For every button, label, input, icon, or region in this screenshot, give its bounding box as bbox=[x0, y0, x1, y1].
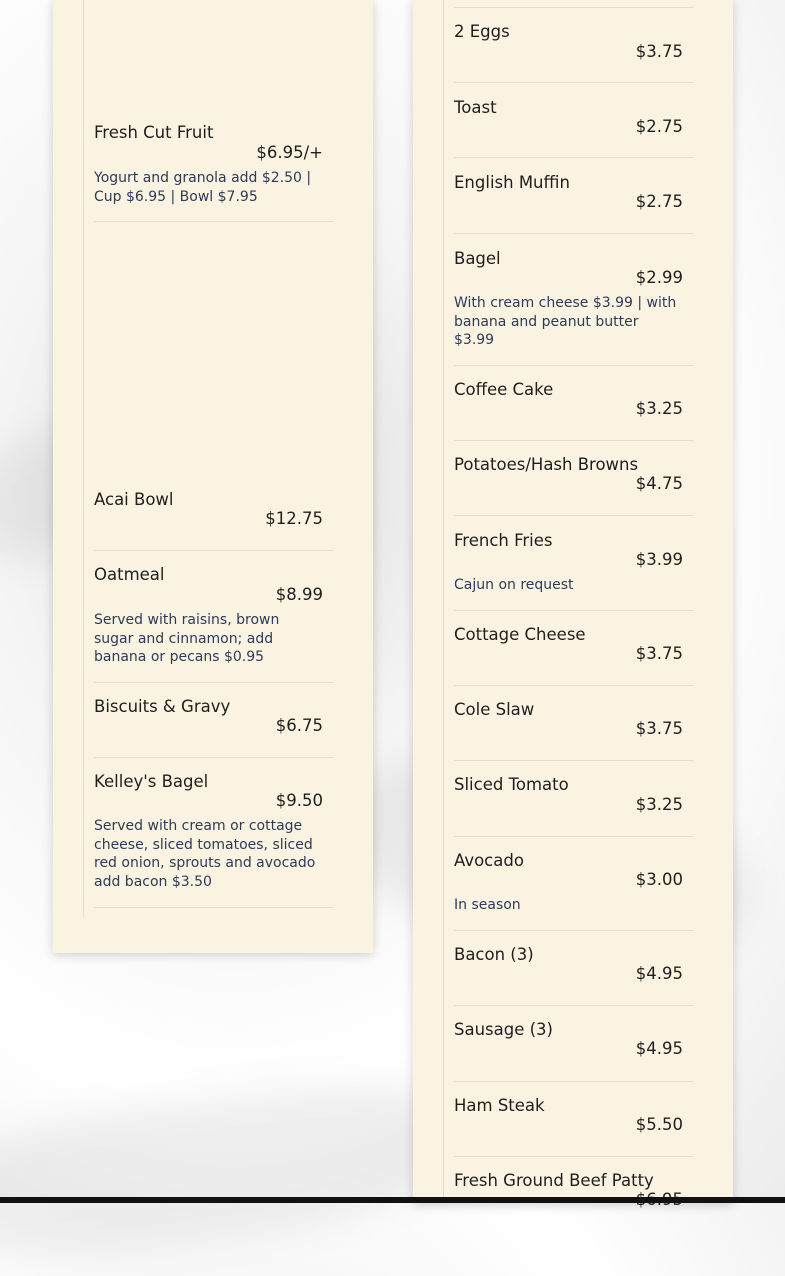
menu-item bbox=[454, 940, 693, 1006]
item-name: Fresh Cut Fruit bbox=[94, 123, 214, 142]
item-name: Bacon (3) bbox=[454, 945, 534, 964]
item-name: Sausage (3) bbox=[454, 1020, 553, 1039]
divider-line bbox=[83, 0, 84, 918]
item-price: $3.75 bbox=[635, 719, 683, 738]
item-name: Cole Slaw bbox=[454, 700, 535, 719]
menu-item bbox=[454, 1091, 693, 1157]
menu-panel-left bbox=[53, 0, 373, 953]
menu-panel-right bbox=[413, 0, 733, 1203]
item-name: Bagel bbox=[454, 249, 501, 268]
item-price: $2.75 bbox=[635, 117, 683, 136]
item-description: Cajun on request bbox=[454, 577, 574, 593]
item-price: $3.75 bbox=[635, 644, 683, 663]
menu-item bbox=[454, 17, 693, 83]
item-name: Sliced Tomato bbox=[454, 775, 569, 794]
menu-item bbox=[454, 1015, 693, 1082]
item-price: $12.75 bbox=[265, 509, 323, 528]
item-price: $5.50 bbox=[635, 1115, 683, 1134]
menu-item bbox=[454, 93, 693, 158]
item-price: $3.25 bbox=[635, 795, 683, 814]
item-name: French Fries bbox=[454, 531, 553, 550]
item-price: $3.00 bbox=[635, 870, 683, 889]
item-name: Ham Steak bbox=[454, 1096, 545, 1115]
item-name: 2 Eggs bbox=[454, 22, 510, 41]
item-name: Toast bbox=[454, 98, 497, 117]
item-description: Yogurt and granola add $2.50 | Cup $6.95 | Bowl $7.95 bbox=[94, 170, 312, 205]
item-price: $6.95/+ bbox=[256, 143, 323, 162]
item-name: Biscuits & Gravy bbox=[94, 697, 231, 716]
item-price: $4.95 bbox=[635, 964, 683, 983]
menu-item bbox=[454, 846, 693, 931]
menu-item bbox=[454, 620, 693, 686]
item-name: Oatmeal bbox=[94, 565, 165, 584]
section-top-divider bbox=[454, 0, 693, 8]
item-name: English Muffin bbox=[454, 173, 570, 192]
item-price: $3.75 bbox=[635, 42, 683, 61]
item-name: Coffee Cake bbox=[454, 380, 554, 399]
item-description: In season bbox=[454, 897, 521, 913]
item-name: Kelley's Bagel bbox=[94, 772, 209, 791]
item-price: $2.99 bbox=[635, 268, 683, 287]
item-name: Avocado bbox=[454, 851, 524, 870]
menu-item bbox=[454, 770, 693, 837]
item-name: Acai Bowl bbox=[94, 490, 174, 509]
item-price: $9.50 bbox=[275, 791, 323, 810]
item-price: $4.95 bbox=[635, 1039, 683, 1058]
menu-item bbox=[454, 168, 693, 234]
menu-item bbox=[94, 767, 333, 908]
item-price: $2.75 bbox=[635, 192, 683, 211]
item-name: Fresh Ground Beef Patty bbox=[454, 1171, 654, 1190]
item-description: Served with cream or cottage cheese, sliced tomatoes, sliced red onion, sprouts and avocado add bacon $3.50 bbox=[94, 818, 316, 890]
menu-item bbox=[454, 244, 693, 366]
item-description: With cream cheese $3.99 | with banana and peanut butter $3.99 bbox=[454, 295, 677, 348]
menu-item bbox=[454, 695, 693, 761]
menu-item bbox=[94, 118, 333, 222]
menu-item bbox=[94, 485, 333, 551]
item-description: Served with raisins, brown sugar and cinnamon; add banana or pecans $0.95 bbox=[94, 612, 280, 665]
item-price: $3.25 bbox=[635, 399, 683, 418]
bottom-bar bbox=[0, 1197, 785, 1203]
menu-item bbox=[454, 375, 693, 441]
item-price: $4.75 bbox=[635, 474, 683, 493]
item-name: Cottage Cheese bbox=[454, 625, 586, 644]
divider-line bbox=[443, 0, 444, 1203]
menu-item bbox=[94, 560, 333, 683]
menu-item bbox=[454, 526, 693, 611]
item-price: $6.75 bbox=[275, 716, 323, 735]
menu-item bbox=[94, 692, 333, 758]
item-price: $8.99 bbox=[275, 585, 323, 604]
menu-item bbox=[454, 450, 693, 516]
item-price: $3.99 bbox=[635, 550, 683, 569]
item-name: Potatoes/Hash Browns bbox=[454, 455, 639, 474]
